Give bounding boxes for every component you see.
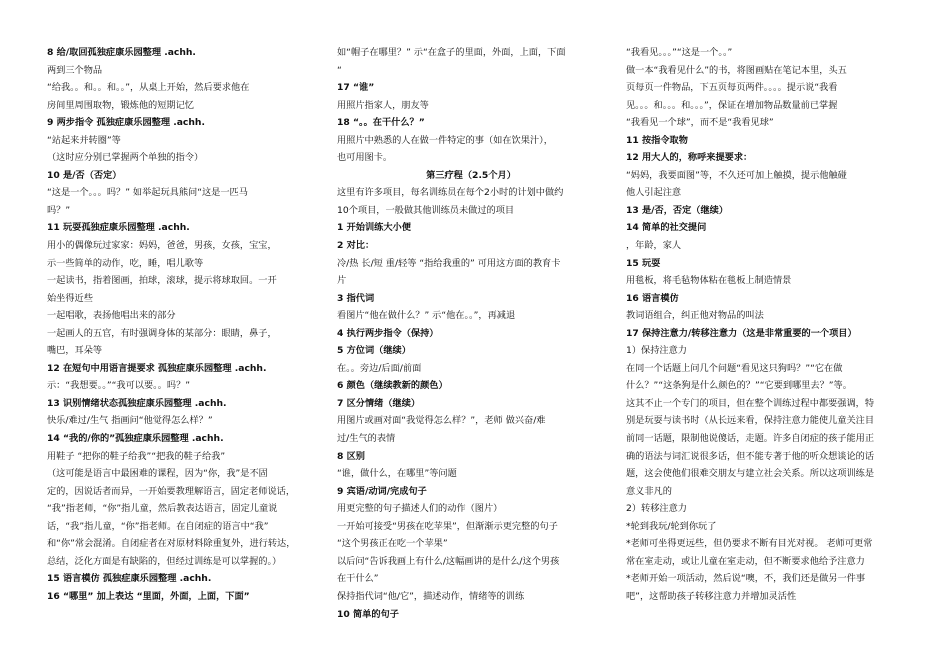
section-heading: 14 “我的/你的”孤独症康乐园整理 .achh.: [47, 433, 224, 445]
section-heading: 17 保持注意力/转移注意力（这是非常重要的一个项目）: [626, 327, 857, 339]
text-line: “我”指老师，“你”指儿童，然后教表达语言，固定儿童说: [47, 503, 278, 515]
text-line: 确的语法与词汇说很多话，但不能专著于他的听众想谈论的话: [626, 450, 875, 462]
section-heading: 15 玩耍: [626, 257, 661, 269]
text-line: 一起唱歌，表扬他唱出来的部分: [47, 310, 176, 322]
text-line: 一起画人的五官，有时强调身体的某部分：眼睛，鼻子，: [47, 327, 277, 339]
text-line: 和“你”常会混淆。自闭症者在对原材料除重复外，进行转达，: [47, 538, 296, 550]
section-heading: 12 用大人的，称呼来提要求：: [626, 152, 753, 164]
column-left: [47, 44, 305, 606]
text-line: “这个男孩正在吃一个苹果”: [337, 538, 448, 550]
text-line: 用照片中熟悉的人在做一件特定的事（如在饮果汁），: [337, 134, 553, 146]
section-heading: 11 玩耍孤独症康乐园整理 .achh.: [47, 222, 190, 234]
section-heading: 5 方位词（继续）: [337, 345, 411, 357]
section-heading: 7 区分情绪（继续）: [337, 397, 421, 409]
section-heading: 6 颜色（继续教新的颜色）: [337, 380, 448, 392]
text-line: 示：“我想要。。”“我可以要。。吗？”: [47, 380, 191, 392]
text-line: 用更完整的句子描述人们的动作（图片）: [337, 503, 503, 515]
text-line: 吧”，这帮助孩子转移注意力并增加灵活性: [626, 590, 797, 602]
text-line: 一开始可接受“男孩在吃苹果”，但渐渐示更完整的句子: [337, 520, 558, 532]
text-line: 始坐得近些: [47, 292, 93, 304]
section-heading: 9 两步指令 孤独症康乐园整理 .achh.: [47, 117, 205, 129]
section-heading: 16 语言模仿: [626, 292, 679, 304]
text-line: 见。。。和。。。和。。。”，保证在增加物品数量前已掌握: [626, 99, 838, 111]
section-heading: 第三疗程（2.5个月）: [426, 169, 516, 181]
text-line: 用图片或画对面“我觉得怎么样？”，老师 做兴奋/难: [337, 415, 546, 427]
text-line: 前同一话题，限制他说傻话，走题。许多自闭症的孩子能用正: [626, 433, 875, 445]
text-line: 定的，因说话者而异，一开始要教理解语言，固定老师说话，: [47, 485, 296, 497]
text-line: *老师可坐得更远些，但仍要求不断有目光对视。 老师可更常: [626, 538, 873, 550]
text-line: 用照片指家人，朋友等: [337, 99, 429, 111]
text-line: 总结，泛化方面是有缺陷的，但经过训练是可以掌握的。）: [47, 555, 282, 567]
section-heading: 13 识别情绪状态孤独症康乐园整理 .achh.: [47, 397, 227, 409]
text-line: *老师开始一项活动，然后说“噢，不，我们还是做另一件事: [626, 573, 866, 585]
column-right: [626, 44, 888, 606]
text-line: 教词语组合，纠正他对物品的叫法: [626, 310, 764, 322]
text-line: 看图片“他在做什么？” 示“他在。。”，再减退: [337, 310, 516, 322]
section-heading: 9 宾语/动词/完成句子: [337, 485, 427, 497]
section-heading: 1 开始训练大小便: [337, 222, 411, 234]
text-line: 用毯板，将毛毡物体粘在毯板上制造情景: [626, 275, 792, 287]
text-line: 片: [337, 275, 347, 287]
text-line: “这是一个。。。吗？” 如举起玩具熊问“这是一匹马: [47, 187, 248, 199]
text-line: 两到三个物品: [47, 64, 103, 76]
section-heading: 14 简单的社交提问: [626, 222, 707, 234]
section-heading: 15 语言模仿 孤独症康乐园整理 .achh.: [47, 573, 212, 585]
text-line: “我看见。。。”“这是一个。。”: [626, 47, 733, 58]
text-line: 意义非凡的: [626, 485, 672, 497]
text-line: 在干什么”: [337, 573, 379, 585]
text-line: （这时应分别已掌握两个单独的指令）: [47, 152, 204, 164]
text-line: 一起读书，指着图画，拍球，滚球，提示将球取回。一开: [47, 275, 277, 287]
text-line: 别是玩耍与读书时（从长远来看，保持注意力能使儿童关注目: [626, 415, 875, 427]
text-line: “给我。。和。。和。。”，从桌上开始，然后要求他在: [47, 82, 250, 94]
section-heading: 8 区别: [337, 450, 365, 462]
section-heading: 2 对比：: [337, 240, 375, 252]
text-line: “站起来并转圈”等: [47, 134, 121, 146]
text-line: 示一些简单的动作，吃，睡，唱儿歌等: [47, 257, 204, 269]
text-line: 也可用图卡。: [337, 152, 393, 164]
text-line: 他人引起注意: [626, 187, 682, 199]
text-line: 保持指代词“他/它”，描述动作，情绪等的训练: [337, 590, 525, 602]
column-middle: [337, 44, 605, 623]
text-line: 快乐/难过/生气 指画问“他觉得怎么样？”: [47, 415, 213, 427]
text-line: “: [337, 64, 342, 76]
text-line: 以后问“告诉我画上有什么/这幅画讲的是什么/这个男孩: [337, 555, 560, 567]
text-line: 过/生气的表情: [337, 433, 396, 445]
text-line: 这其不止一个专门的项目，但在整个训练过程中都要强调，特: [626, 397, 875, 409]
text-line: 冷/热 长/短 重/轻等 “指给我重的” 可用这方面的教育卡: [337, 257, 561, 269]
text-line: 10个项目，一般做其他训练员未做过的项目: [337, 204, 515, 216]
text-line: 话，“我”指儿童，“你”指老师。在自闭症的语言中“我”: [47, 520, 269, 532]
text-line: 用小的偶像玩过家家：妈妈，爸爸，男孩，女孩，宝宝，: [47, 240, 277, 252]
section-heading: 16 “哪里” 加上表达 “里面，外面，上面，下面”: [47, 590, 250, 602]
section-heading: 8 给/取回孤独症康乐园整理 .achh.: [47, 47, 196, 58]
text-line: 在。。旁边/后面/前面: [337, 362, 422, 374]
section-heading: 12 在短句中用语言提要求 孤独症康乐园整理 .achh.: [47, 362, 267, 374]
section-heading: 10 简单的句子: [337, 608, 399, 620]
text-line: 页每页一件物品，下五页每页两件。。。。提示说“我看: [626, 82, 838, 94]
text-line: *轮到我玩/轮到你玩了: [626, 520, 717, 532]
text-line: 做一本“我看见什么”的书，将图画贴在笔记本里，头五: [626, 64, 847, 76]
section-heading: 18 “。。在干什么？”: [337, 117, 425, 129]
text-line: “妈妈，我要面图”等，不久还可加上触摸，提示他触碰: [626, 169, 847, 181]
text-line: 嘴巴，耳朵等: [47, 345, 103, 357]
text-line: 房间里周围取物，锻炼他的短期记忆: [47, 99, 194, 111]
section-heading: 13 是/否，否定（继续）: [626, 204, 729, 216]
text-line: ，年龄，家人: [626, 240, 682, 252]
section-heading: 3 指代词: [337, 292, 375, 304]
section-heading: 4 执行两步指令（保持）: [337, 327, 439, 339]
text-line: （这可能是语言中最困难的课程，因为“你，我”是不固: [47, 468, 268, 480]
text-line: 1）保持注意力: [626, 345, 687, 357]
text-line: 吗？”: [47, 204, 71, 216]
text-line: 在同一个话题上问几个问题“看见这只狗吗？”“它在做: [626, 362, 843, 374]
text-line: 题，这会使他们很难交朋友与建立社会关系。所以这项训练是: [626, 468, 875, 480]
text-line: 如“帽子在哪里？” 示“在盒子的里面，外面，上面，下面: [337, 47, 566, 58]
text-line: 这里有许多项目，每名训练员在每个2小时的计划中做约: [337, 187, 564, 199]
section-heading: 11 按指令取物: [626, 134, 688, 146]
section-heading: 10 是/否（否定）: [47, 169, 122, 181]
text-line: 2）转移注意力: [626, 503, 687, 515]
text-line: “谁，做什么，在哪里”等问题: [337, 468, 457, 480]
section-heading: 17 “谁”: [337, 82, 375, 94]
text-line: 常在室走动，或让儿童在室走动，但不断要求他给予注意力: [626, 555, 865, 567]
text-line: 用鞋子 “把你的鞋子给我”“把我的鞋子给我”: [47, 450, 226, 462]
text-line: 什么？”“这条狗是什么颜色的？”“它要到哪里去？”等。: [626, 380, 852, 392]
text-line: “我看见一个球”，而不是“我看见球”: [626, 117, 774, 129]
